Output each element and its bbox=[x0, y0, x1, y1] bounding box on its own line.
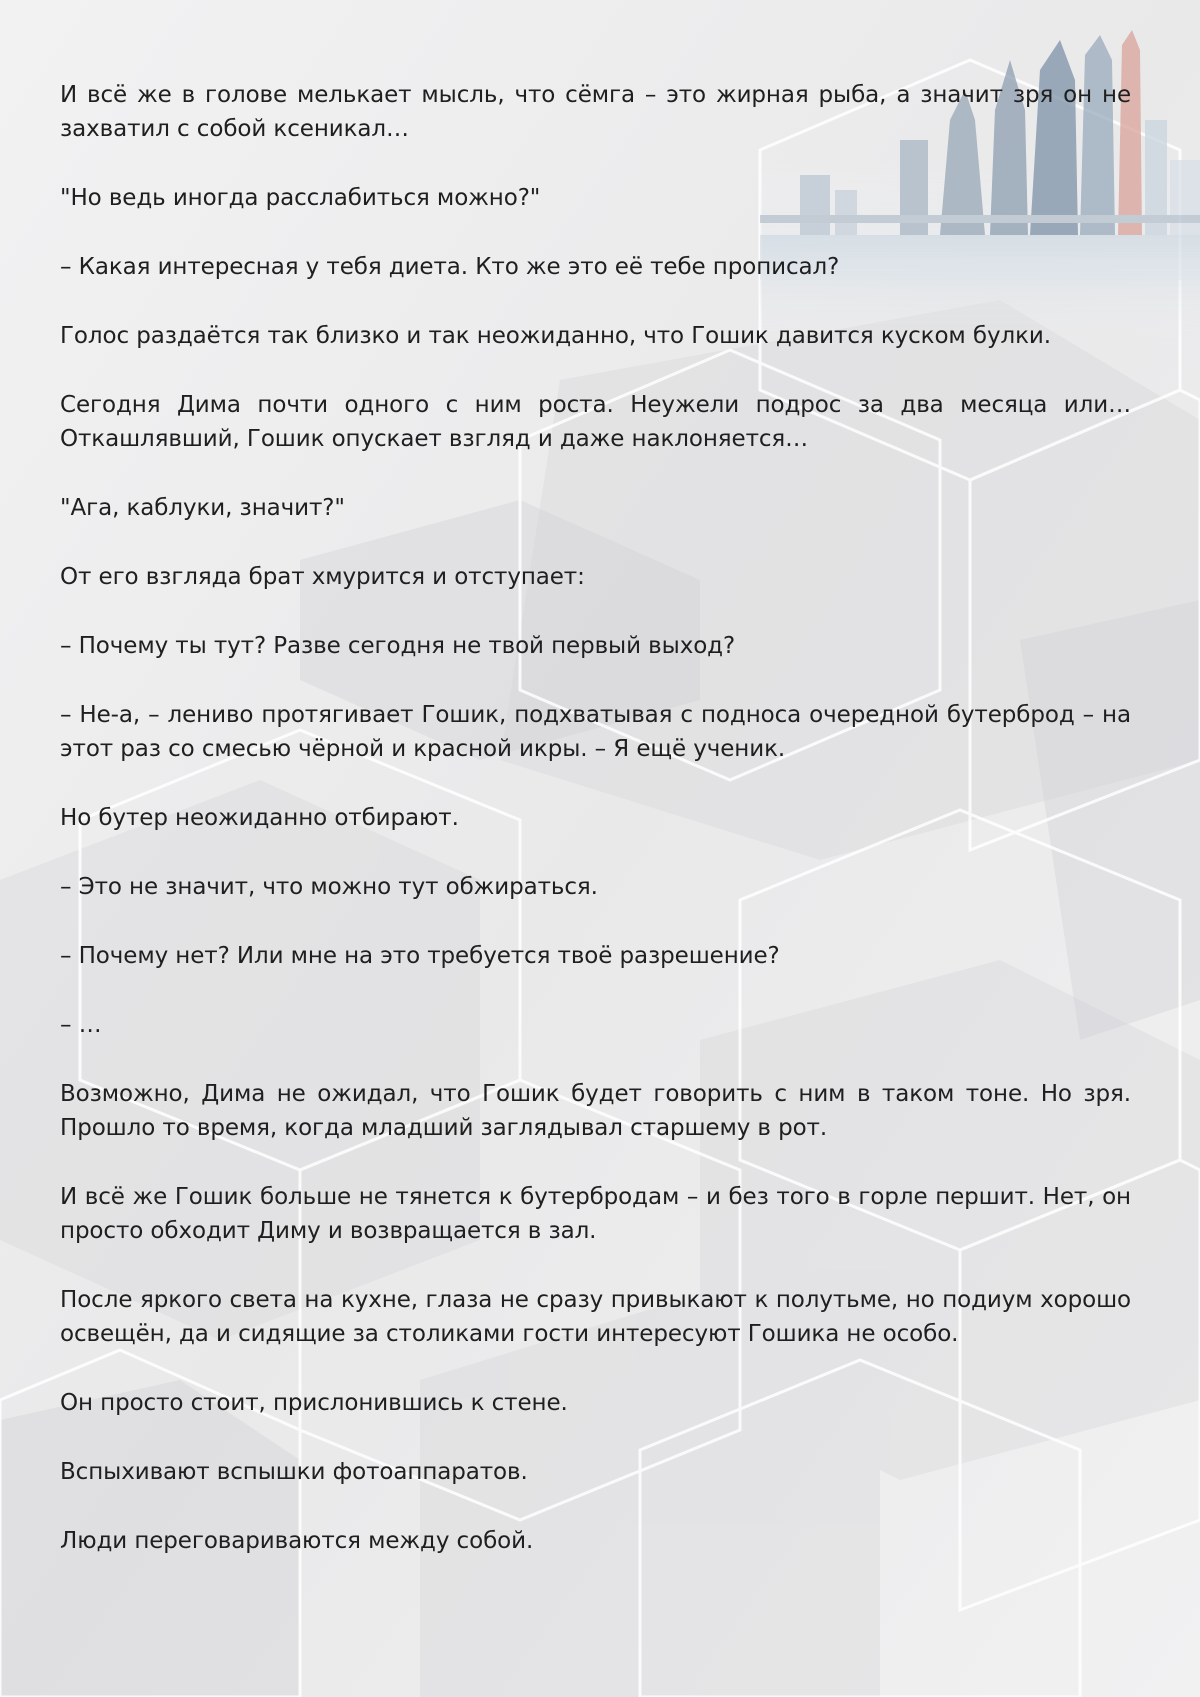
paragraph: – Почему нет? Или мне на это требуется твоё разрешение? bbox=[60, 943, 780, 969]
paragraph: После яркого света на кухне, глаза не сразу привыкают к полутьме, но подиум хорошо освещён, да и сидящие за столиками гости интересуют Гошика не особо. bbox=[60, 1287, 1131, 1347]
paragraph: От его взгляда брат хмурится и отступает: bbox=[60, 564, 585, 590]
paragraph: "Но ведь иногда расслабиться можно?" bbox=[60, 185, 541, 211]
paragraph: И всё же в голове мелькает мысль, что сёмга – это жирная рыба, а значит зря он не захватил с собой ксеникал… bbox=[60, 82, 1131, 142]
paragraph: И всё же Гошик больше не тянется к бутербродам – и без того в горле першит. Нет, он просто обходит Диму и возвращается в зал. bbox=[60, 1184, 1131, 1244]
paragraph: Он просто стоит, прислонившись к стене. bbox=[60, 1390, 568, 1416]
paragraph: Вспыхивают вспышки фотоаппаратов. bbox=[60, 1459, 528, 1485]
paragraph: – … bbox=[60, 1012, 102, 1038]
paragraph: Сегодня Дима почти одного с ним роста. Неужели подрос за два месяца или… Откашлявший, Гошик опускает взгляд и даже наклоняется… bbox=[60, 392, 1131, 452]
paragraph: – Какая интересная у тебя диета. Кто же это её тебе прописал? bbox=[60, 254, 840, 280]
paragraph: Люди переговариваются между собой. bbox=[60, 1528, 534, 1554]
paragraph: Голос раздаётся так близко и так неожиданно, что Гошик давится куском булки. bbox=[60, 323, 1051, 349]
paragraph: Но бутер неожиданно отбирают. bbox=[60, 805, 459, 831]
document-body bbox=[60, 78, 1131, 1593]
paragraph: – Почему ты тут? Разве сегодня не твой первый выход? bbox=[60, 633, 736, 659]
paragraph: "Ага, каблуки, значит?" bbox=[60, 495, 345, 521]
paragraph: – Это не значит, что можно тут обжираться. bbox=[60, 874, 598, 900]
paragraph: Возможно, Дима не ожидал, что Гошик будет говорить с ним в таком тоне. Но зря. Прошло то время, когда младший заглядывал старшему в рот. bbox=[60, 1081, 1131, 1141]
paragraph: – Не-а, – лениво протягивает Гошик, подхватывая с подноса очередной бутерброд – на этот раз со смесью чёрной и красной икры. – Я ещё ученик. bbox=[60, 702, 1131, 762]
